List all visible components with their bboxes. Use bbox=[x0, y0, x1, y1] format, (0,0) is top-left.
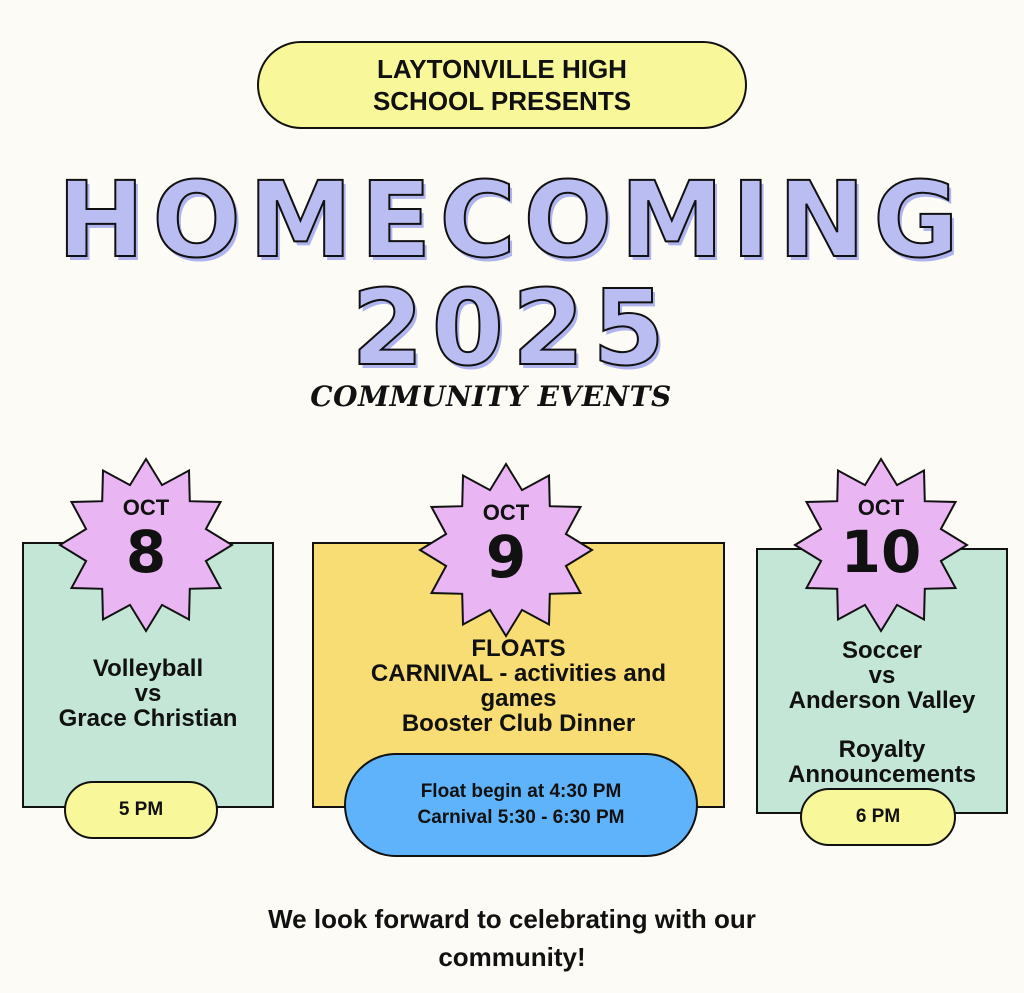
footer-line-1: We look forward to celebrating with our bbox=[268, 904, 756, 934]
event-line: Grace Christian bbox=[58, 705, 238, 732]
event-line: Announcements bbox=[787, 761, 976, 788]
event-line: Anderson Valley bbox=[788, 687, 976, 714]
event-line: vs bbox=[134, 680, 162, 707]
date-day: 10 bbox=[840, 518, 922, 586]
title-year: 2025 bbox=[351, 267, 673, 389]
date-month: OCT bbox=[857, 495, 905, 520]
event-details bbox=[24, 656, 272, 731]
event-line: Booster Club Dinner bbox=[401, 710, 636, 737]
date-month: OCT bbox=[482, 500, 530, 525]
date-badge-oct-8 bbox=[56, 455, 236, 635]
event-line: Soccer bbox=[841, 637, 923, 664]
event-line: Royalty bbox=[838, 736, 926, 763]
date-month: OCT bbox=[122, 495, 170, 520]
presenter-banner bbox=[257, 41, 747, 129]
event-time-badge: 5 PM bbox=[64, 781, 218, 839]
date-badge-oct-10 bbox=[791, 455, 971, 635]
subtitle-community-events: COMMUNITY EVENTS bbox=[310, 380, 672, 413]
schedule-line: Float begin at 4:30 PM bbox=[420, 781, 622, 802]
event-time-badge: 6 PM bbox=[800, 788, 956, 846]
event-line: FLOATS bbox=[471, 635, 566, 662]
date-badge-oct-9 bbox=[416, 460, 596, 640]
event-line: vs bbox=[868, 662, 896, 689]
event-line: CARNIVAL - activities and bbox=[370, 660, 667, 687]
event-details bbox=[758, 638, 1006, 787]
schedule-line: Carnival 5:30 - 6:30 PM bbox=[417, 807, 625, 828]
event-line: games bbox=[480, 685, 557, 712]
date-day: 9 bbox=[485, 523, 527, 591]
event-details bbox=[314, 636, 723, 736]
event-schedule-badge bbox=[344, 753, 698, 857]
title-homecoming: HOMECOMING bbox=[57, 159, 967, 281]
event-line: Volleyball bbox=[92, 655, 204, 682]
date-day: 8 bbox=[125, 518, 167, 586]
footer-line-2: community! bbox=[438, 942, 586, 972]
presenter-line-2: SCHOOL PRESENTS bbox=[372, 86, 632, 116]
presenter-line-1: LAYTONVILLE HIGH bbox=[377, 54, 627, 84]
footer-message bbox=[0, 900, 1024, 976]
